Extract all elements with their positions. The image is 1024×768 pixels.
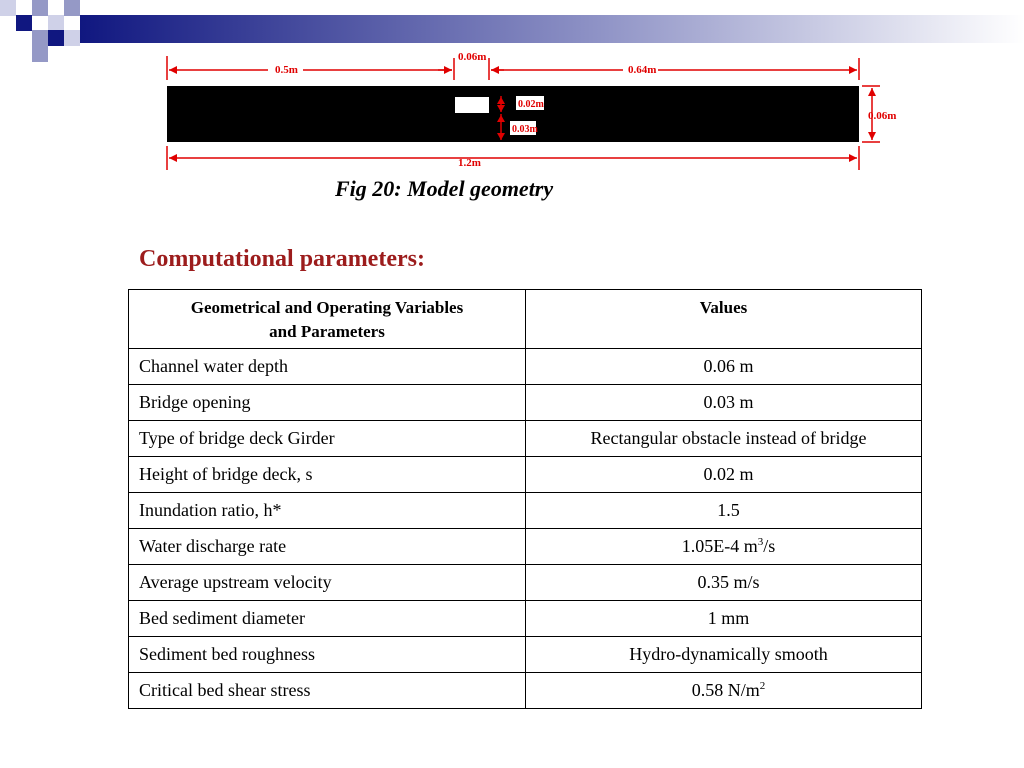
deco-square bbox=[16, 15, 32, 31]
header-parameters-line1: Geometrical and Operating Variables bbox=[190, 298, 464, 317]
dim-total-length-label: 1.2m bbox=[458, 157, 481, 169]
table-row bbox=[129, 529, 922, 565]
value-cell: 0.03 m bbox=[526, 385, 922, 421]
header-parameters bbox=[129, 290, 526, 349]
table-row bbox=[129, 493, 922, 529]
table-row bbox=[129, 565, 922, 601]
value-text-tail: /s bbox=[763, 536, 776, 556]
value-superscript: 3 bbox=[757, 536, 764, 548]
value-cell bbox=[526, 529, 922, 565]
table-row bbox=[129, 349, 922, 385]
param-cell: Bed sediment diameter bbox=[129, 601, 526, 637]
value-cell: Hydro-dynamically smooth bbox=[526, 637, 922, 673]
deco-square bbox=[0, 0, 16, 16]
value-cell: 0.02 m bbox=[526, 457, 922, 493]
deco-square bbox=[64, 30, 80, 46]
bridge-obstacle bbox=[455, 97, 489, 113]
param-cell: Water discharge rate bbox=[129, 529, 526, 565]
parameters-table bbox=[128, 289, 922, 709]
dim-obstacle-width-label: 0.06m bbox=[458, 51, 487, 63]
value-text: 0.58 N/m bbox=[691, 680, 760, 700]
deco-square bbox=[32, 0, 48, 16]
deco-square bbox=[32, 46, 48, 62]
param-cell: Bridge opening bbox=[129, 385, 526, 421]
dim-deck-height-label: 0.02m bbox=[518, 99, 544, 110]
dim-opening-label: 0.03m bbox=[512, 124, 538, 135]
table-row bbox=[129, 421, 922, 457]
param-cell: Type of bridge deck Girder bbox=[129, 421, 526, 457]
figure-caption: Fig 20: Model geometry bbox=[335, 176, 554, 201]
header-values: Values bbox=[526, 290, 922, 349]
deco-square bbox=[64, 0, 80, 16]
table-header-row bbox=[129, 290, 922, 349]
dim-left-length-label: 0.5m bbox=[275, 64, 298, 76]
param-cell: Sediment bed roughness bbox=[129, 637, 526, 673]
header-parameters-line2: and Parameters bbox=[269, 322, 385, 341]
param-cell: Channel water depth bbox=[129, 349, 526, 385]
param-cell: Inundation ratio, h* bbox=[129, 493, 526, 529]
deco-square bbox=[48, 15, 64, 31]
deco-square bbox=[32, 30, 48, 46]
dim-depth-label: 0.06m bbox=[868, 110, 897, 122]
gradient-band bbox=[80, 15, 1024, 43]
model-geometry-diagram bbox=[158, 44, 910, 180]
table-row bbox=[129, 457, 922, 493]
value-text: 1.05E-4 m bbox=[681, 536, 758, 556]
value-cell: 1.5 bbox=[526, 493, 922, 529]
dim-right-length-label: 0.64m bbox=[628, 64, 657, 76]
param-cell: Average upstream velocity bbox=[129, 565, 526, 601]
deco-square bbox=[48, 30, 64, 46]
table-row bbox=[129, 637, 922, 673]
value-superscript: 2 bbox=[759, 680, 766, 692]
value-cell: 0.06 m bbox=[526, 349, 922, 385]
param-cell: Critical bed shear stress bbox=[129, 673, 526, 709]
table-row bbox=[129, 385, 922, 421]
value-cell: 0.35 m/s bbox=[526, 565, 922, 601]
section-heading: Computational parameters: bbox=[139, 246, 425, 272]
table-row bbox=[129, 601, 922, 637]
value-cell bbox=[526, 673, 922, 709]
value-cell: 1 mm bbox=[526, 601, 922, 637]
value-cell: Rectangular obstacle instead of bridge bbox=[526, 421, 922, 457]
param-cell: Height of bridge deck, s bbox=[129, 457, 526, 493]
table-row bbox=[129, 673, 922, 709]
